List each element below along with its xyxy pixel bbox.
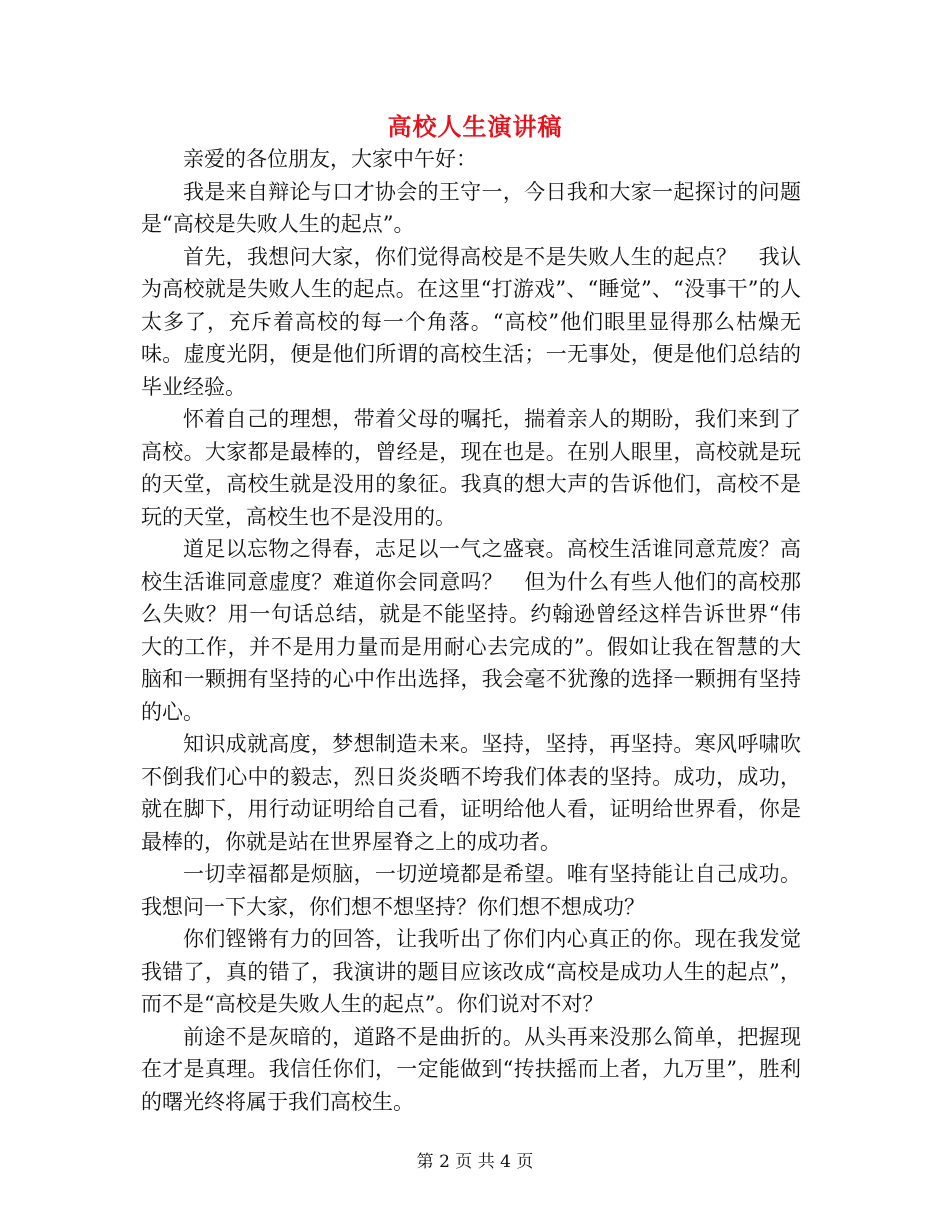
page-title: 高校人生演讲稿 — [387, 112, 563, 141]
paragraph-knowledge: 知识成就高度，梦想制造未来。坚持，坚持，再坚持。寒风呼啸吹不倒我们心中的毅志，烈日炎炎晒不垮我们体表的坚持。成功，成功，就在脚下，用行动证明给自己看，证明给他人看，证明给世界看，你是最棒的，你就是站在世界屋脊之上的成功者。 — [141, 732, 801, 854]
page-number-footer: 第 2 页 共 4 页 — [416, 1152, 534, 1172]
paragraph-conclusion: 前途不是灰暗的，道路不是曲折的。从头再来没那么简单，把握现在才是真理。我信任你们，一定能做到“抟扶摇而上者，九万里”，胜利的曙光终将属于我们高校生。 — [141, 1024, 801, 1114]
paragraph-greeting: 亲爱的各位朋友，大家中午好： — [183, 147, 477, 171]
paragraph-answer: 你们铿锵有力的回答，让我听出了你们内心真正的你。现在我发觉我错了，真的错了，我演讲的题目应该改成“高校是成功人生的起点”，而不是“高校是失败人生的起点”。你们说对不对？ — [141, 927, 801, 1016]
paragraph-introduction: 我是来自辩论与口才协会的王守一，今日我和大家一起探讨的问题是“高校是失败人生的起点”。 — [141, 179, 801, 236]
paragraph-persistence: 道足以忘物之得春，志足以一气之盛衰。高校生活谁同意荒废？高校生活谁同意虚度？难道你会同意吗？ 但为什么有些人他们的高校那么失败？用一句话总结，就是不能坚持。约翰逊曾经这样告诉世界“伟大的工作，并不是用力量而是用耐心去完成的”。假如让我在智慧的大脑和一颗拥有坚持的心中作出选择，我会毫不犹豫的选择一颗拥有坚持的心。 — [141, 537, 801, 724]
paragraph-happiness: 一切幸福都是烦脑，一切逆境都是希望。唯有坚持能让自己成功。我想问一下大家，你们想不想坚持？你们想不想成功？ — [141, 862, 801, 919]
document-body — [141, 143, 801, 1118]
paragraph-question: 首先，我想问大家，你们觉得高校是不是失败人生的起点？ 我认为高校就是失败人生的起点。在这里“打游戏”、“睡觉”、“没事干”的人太多了，充斥着高校的每一个角落。“高校”他们眼里显得那么枯燥无味。虚度光阴，便是他们所谓的高校生活；一无事处，便是他们总结的毕业经验。 — [141, 244, 801, 399]
paragraph-ideals: 怀着自己的理想，带着父母的嘱托，揣着亲人的期盼，我们来到了高校。大家都是最棒的，曾经是，现在也是。在别人眼里，高校就是玩的天堂，高校生就是没用的象征。我真的想大声的告诉他们，高校不是玩的天堂，高校生也不是没用的。 — [141, 407, 801, 529]
